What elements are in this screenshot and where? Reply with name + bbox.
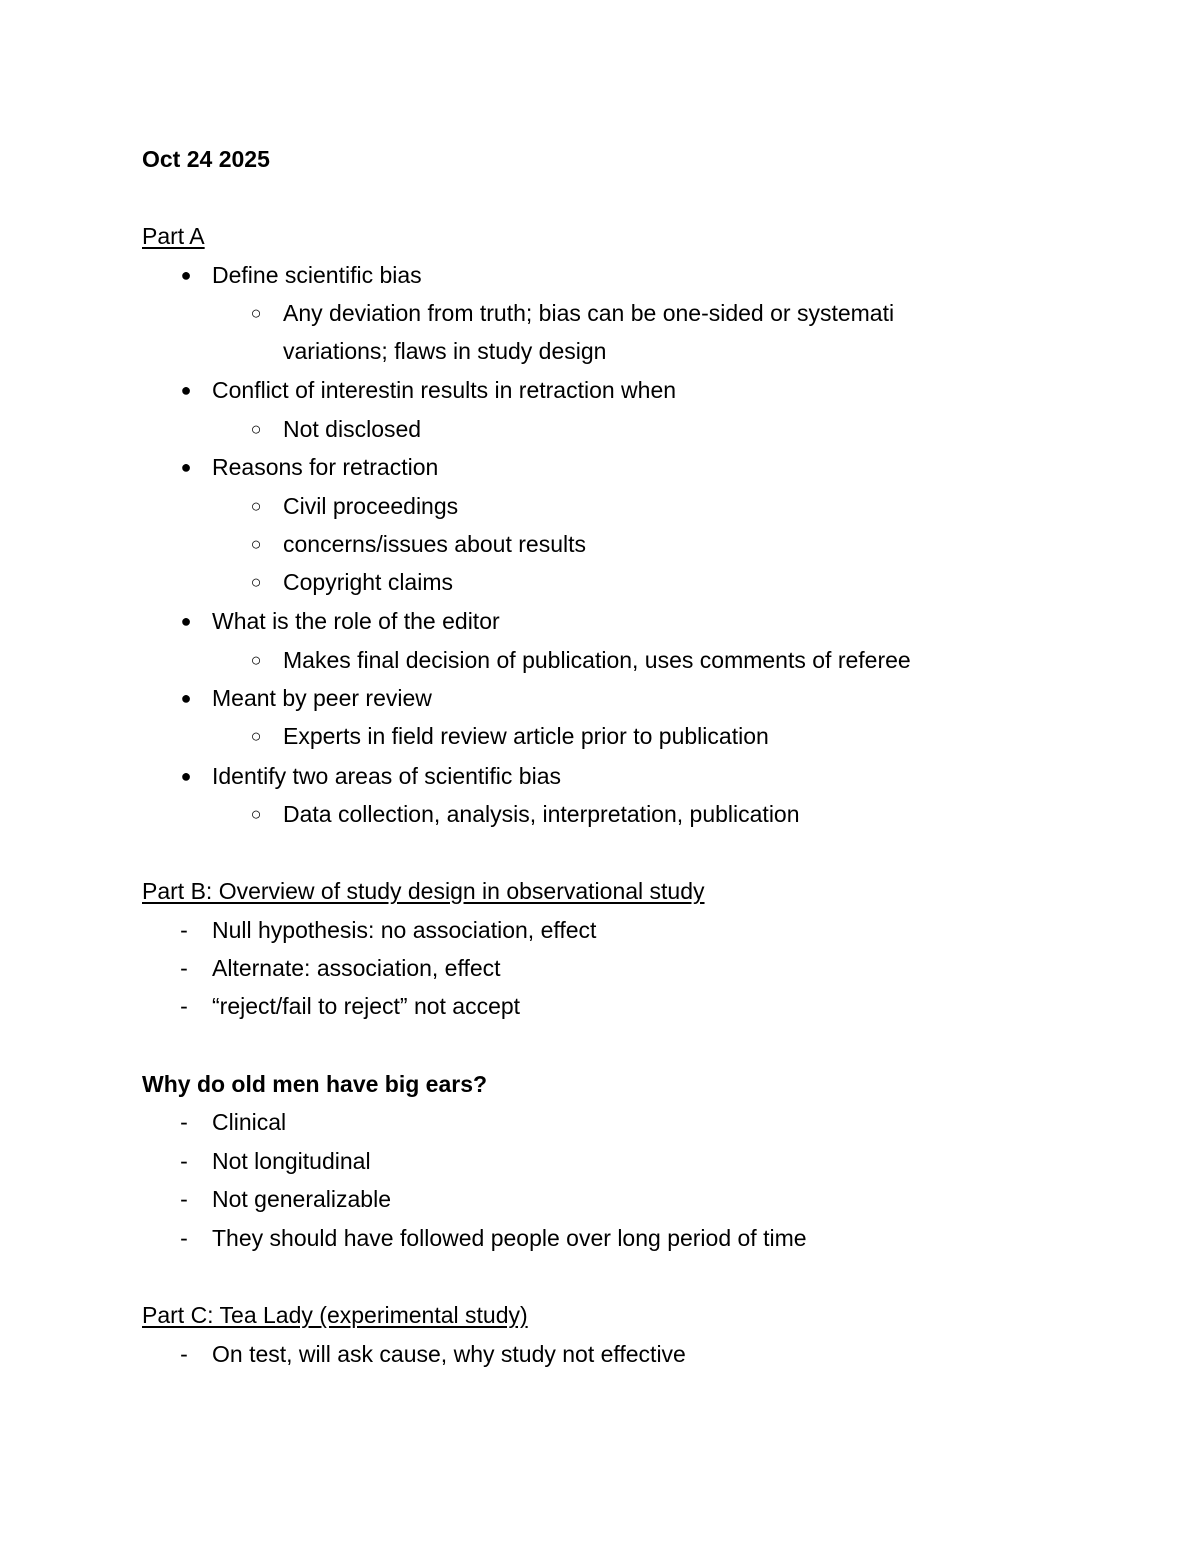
part-a-item-text: Conflict of interestin results in retraction when	[212, 377, 677, 403]
part-a-subitem-text: Civil proceedings	[283, 493, 459, 519]
part-a-item-text: What is the role of the editor	[212, 608, 500, 634]
dash-icon: -	[180, 1225, 188, 1251]
part-a-subitem-text: Any deviation from truth; bias can be one-sided or systemati	[283, 300, 895, 326]
bullet-icon: ●	[180, 265, 192, 285]
bullet-icon: ●	[180, 766, 192, 786]
hollow-bullet-icon: ○	[250, 726, 262, 746]
part-b-heading-text: Part B: Overview of study design in observational study	[142, 878, 705, 904]
part-a-heading-text: Part A	[142, 223, 205, 249]
dash-icon: -	[180, 1109, 188, 1135]
part-c-item-text: On test, will ask cause, why study not effective	[212, 1341, 686, 1367]
part-a-subitem-text: Copyright claims	[283, 569, 453, 595]
hollow-bullet-icon: ○	[250, 804, 262, 824]
bullet-icon: ●	[180, 380, 192, 400]
part-a-item-text: Identify two areas of scientific bias	[212, 763, 561, 789]
hollow-bullet-icon: ○	[250, 572, 262, 592]
part-a-subitem-text: concerns/issues about results	[283, 531, 586, 557]
part-b-item-text: “reject/fail to reject” not accept	[212, 993, 521, 1019]
part-b-item-text: Null hypothesis: no association, effect	[212, 917, 597, 943]
part-c-heading-text: Part C: Tea Lady (experimental study)	[142, 1302, 528, 1328]
part-a-subitem-text: Data collection, analysis, interpretation, publication	[283, 801, 800, 827]
dash-icon: -	[180, 993, 188, 1019]
dash-icon: -	[180, 917, 188, 943]
ears-heading-text: Why do old men have big ears?	[142, 1071, 488, 1097]
bullet-icon: ●	[180, 611, 192, 631]
part-a-item-text: Define scientific bias	[212, 262, 422, 288]
hollow-bullet-icon: ○	[250, 303, 262, 323]
part-a-subitem-text: Experts in field review article prior to publication	[283, 723, 769, 749]
hollow-bullet-icon: ○	[250, 419, 262, 439]
hollow-bullet-icon: ○	[250, 496, 262, 516]
part-a-subitem-text: Makes final decision of publication, uses comments of referee	[283, 647, 911, 673]
ears-item-text: Not generalizable	[212, 1186, 392, 1212]
part-a-item-text: Meant by peer review	[212, 685, 432, 711]
bullet-icon: ●	[180, 457, 192, 477]
dash-icon: -	[180, 1341, 188, 1367]
part-b-item-text: Alternate: association, effect	[212, 955, 501, 981]
ears-item-text: Not longitudinal	[212, 1148, 371, 1174]
hollow-bullet-icon: ○	[250, 534, 262, 554]
hollow-bullet-icon: ○	[250, 650, 262, 670]
dash-icon: -	[180, 955, 188, 981]
part-a-item-text: Reasons for retraction	[212, 454, 439, 480]
date-text: Oct 24 2025	[142, 146, 270, 172]
part-a-subitem-text: Not disclosed	[283, 416, 422, 442]
dash-icon: -	[180, 1148, 188, 1174]
bullet-icon: ●	[180, 688, 192, 708]
ears-item-text: Clinical	[212, 1109, 287, 1135]
dash-icon: -	[180, 1186, 188, 1212]
ears-item-text: They should have followed people over long period of time	[212, 1225, 807, 1251]
part-a-subitem-text: variations; flaws in study design	[283, 338, 607, 364]
